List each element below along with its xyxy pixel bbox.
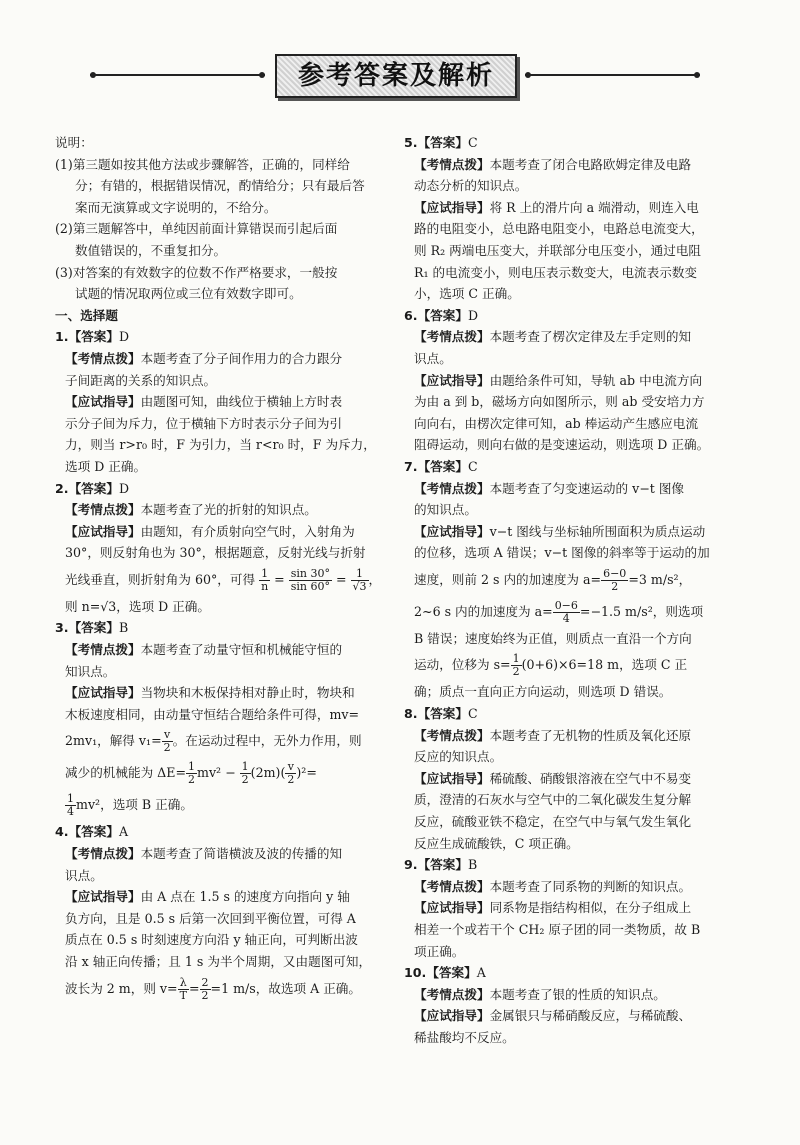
text-line: 示分子间为斥力，位于横轴下方时表示分子间为引 [65,415,343,431]
explain-label: 说明： [55,135,93,150]
answer-line: 4.【答案】A [55,824,129,840]
key-point-line: 【考情点拨】本题考查了楞次定律及左手定则的知 [414,329,692,345]
note-line: (1)第三题如按其他方法或步骤解答，正确的，同样给 [55,156,350,172]
text-line: 反应的知识点。 [414,749,503,765]
text-line: 负方向，且是 0.5 s 后第一次回到平衡位置，可得 A [65,910,356,926]
formula-line: 2~6 s 内的加速度为 a= $\frac{0-6}{4}$ =−1.5 m/s²，则选项 [414,598,704,625]
fraction: $\frac{\lambda}{T}$ [179,975,187,1002]
guide-line: 【应试指导】稀硫酸、硝酸银溶液在空气中不易变 [414,770,692,786]
answer-line: 1.【答案】D [55,329,130,345]
text-line: 的位移，选项 A 错误；v−t 图像的斜率等于运动的加 [414,545,710,561]
key-point-line: 【考情点拨】本题考查了匀变速运动的 v−t 图像 [414,480,685,496]
key-point-line: 【考情点拨】本题考查了银的性质的知识点。 [414,986,666,1002]
text-line: 木板速度相同，由动量守恒结合题给条件可得，mv= [65,706,360,722]
text-line: 动态分析的知识点。 [414,178,528,194]
answer-line: 10.【答案】A [404,965,486,981]
text-line: 则 n=√3，选项 D 正确。 [65,598,210,614]
text-line: 为由 a 到 b，磁场方向如图所示，则 ab 受安培力方 [414,394,705,410]
text-line: R₁ 的电流变小，则电压表示数变大，电流表示数变 [414,264,698,280]
key-point-line: 【考情点拨】本题考查了同系物的判断的知识点。 [414,878,692,894]
guide-line: 【应试指导】将 R 上的滑片向 a 端滑动，则连入电 [414,199,699,215]
guide-line: 【应试指导】由题给条件可知，导轨 ab 中电流方向 [414,372,703,388]
guide-line: 【应试指导】由题知，有介质射向空气时，入射角为 [65,523,355,539]
key-point-line: 【考情点拨】本题考查了简谐横波及波的传播的知 [65,846,343,862]
fraction: $\frac{2}{2}$ [201,975,209,1002]
title-box [275,54,517,98]
key-point-line: 【考情点拨】本题考查了无机物的性质及氧化还原 [414,727,692,743]
text-line: 向向右，由楞次定律可知，ab 棒运动产生感应电流 [414,415,699,431]
text-line: 确；质点一直向正方向运动，则选项 D 错误。 [414,684,672,700]
text-line: 识点。 [65,867,103,883]
text-line: 稀盐酸均不反应。 [414,1029,515,1045]
answer-line: 9.【答案】B [404,857,478,873]
fraction: $\frac{\sin 30^\circ}{\sin 60^\circ}$ [290,566,330,593]
page-header [90,52,700,100]
formula-line: 运动，位移为 s= $\frac{1}{2}$ (0+6)×6=18 m，选项 C 正 [414,652,688,679]
text-line: 小，选项 C 正确。 [414,286,520,302]
answer-line: 2.【答案】D [55,480,130,496]
formula-line: $\frac{1}{4}$ mv²，选项 B 正确。 [67,792,193,819]
note-line: 分；有错的，根据错误情况，酌情给分；只有最后答 [75,178,365,194]
page-title: 参考答案及解析 [297,61,494,91]
fraction: $\frac{1}{2}$ [512,652,520,679]
note-line: (3)对答案的有效数字的位数不作严格要求，一般按 [55,264,338,280]
answer-line: 3.【答案】B [55,620,129,636]
guide-line: 【应试指导】v−t 图线与坐标轴所围面积为质点运动 [414,523,706,539]
note-line: 试题的情况取两位或三位有效数字即可。 [75,286,302,302]
text-line: 沿 x 轴正向传播；且 1 s 为半个周期，又由题图可知， [65,954,372,969]
header-rule-left [90,74,265,76]
guide-line: 【应试指导】当物块和木板保持相对静止时，物块和 [65,685,355,701]
text-line: 质点在 0.5 s 时刻速度方向沿 y 轴正向，可判断出波 [65,932,358,948]
text-line: 力，则当 r>r₀ 时，F 为引力，当 r<r₀ 时，F 为斥力， [65,437,376,453]
text-line: 知识点。 [65,663,116,679]
text-line: B 错误；速度始终为正值，则质点一直沿一个方向 [414,630,692,646]
text-line: 子间距离的关系的知识点。 [65,372,217,388]
guide-line: 【应试指导】由 A 点在 1.5 s 的速度方向指向 y 轴 [65,889,350,905]
text-line: 阻碍运动，则向右做的是变速运动，则选项 D 正确。 [414,437,710,453]
text-line: 则 R₂ 两端电压变大，并联部分电压变小，通过电阻 [414,242,702,258]
guide-line: 【应试指导】由题图可知，曲线位于横轴上方时表 [65,394,343,410]
formula-line: 速度，则前 2 s 内的加速度为 a= $\frac{6-0}{2}$ =3 m/s²， [414,566,692,593]
right-column [404,132,746,1049]
key-point-line: 【考情点拨】本题考查了光的折射的知识点。 [65,502,317,518]
formula-line: 减少的机械能为 ΔE= $\frac{1}{2}$ mv² − $\frac{1}{2}$ (2m)( $\frac{v}{2}$ )²= [65,760,317,787]
note-line: 案而无演算或文字说明的，不给分。 [75,199,277,215]
text-line: 反应生成硫酸铁，C 项正确。 [414,835,579,851]
fraction: $\frac{1}{n}$ [261,566,269,593]
fraction: $\frac{1}{2}$ [241,760,249,787]
left-column [55,132,393,1005]
text-line: 反应，硫酸亚铁不稳定，在空气中与氧气发生氧化 [414,814,692,830]
formula-line: 2mv₁，解得 v₁= $\frac{v}{2}$ 。在运动过程中，无外力作用，则 [65,728,362,755]
answer-line: 8.【答案】C [404,706,478,722]
answer-line: 6.【答案】D [404,307,479,323]
key-point-line: 【考情点拨】本题考查了分子间作用力的合力跟分 [65,350,343,366]
text-line: 识点。 [414,350,452,366]
text-line: 质，澄清的石灰水与空气中的二氧化碳发生复分解 [414,792,692,808]
fraction: $\frac{v}{2}$ [287,760,295,787]
text-line: 项正确。 [414,943,465,959]
text-line: 30°，则反射角也为 30°，根据题意，反射光线与折射 [65,545,366,561]
guide-line: 【应试指导】同系物是指结构相似，在分子组成上 [414,900,692,916]
formula-line: 波长为 2 m，则 v= $\frac{\lambda}{T}$ = $\frac{2}{2}$ =1 m/s，故选项 A 正确。 [65,975,361,1002]
key-point-line: 【考情点拨】本题考查了动量守恒和机械能守恒的 [65,642,343,658]
header-rule-right [525,74,700,76]
text-line: 选项 D 正确。 [65,458,147,474]
formula-line: 光线垂直，则折射角为 60°，可得 $\frac{1}{n}$ = $\frac{\sin 30^\circ}{\sin 60^\circ}$ = $\frac{1}{√3}$ ， [65,566,382,593]
note-line: 数值错误的，不重复扣分。 [75,242,227,258]
fraction: $\frac{1}{√3}$ [352,566,367,593]
fraction: $\frac{6-0}{2}$ [603,566,627,593]
fraction: $\frac{1}{4}$ [67,792,74,819]
fraction: $\frac{v}{2}$ [163,728,171,755]
fraction: $\frac{0-6}{4}$ [554,598,578,625]
guide-line: 【应试指导】金属银只与稀硝酸反应，与稀硫酸、 [414,1008,692,1024]
text-line: 相差一个或若干个 CH₂ 原子团的同一类物质，故 B [414,922,701,937]
note-line: (2)第三题解答中，单纯因前面计算错误而引起后面 [55,221,338,237]
answer-line: 7.【答案】C [404,458,478,474]
fraction: $\frac{1}{2}$ [188,760,195,787]
text-line: 的知识点。 [414,502,477,518]
answer-line: 5.【答案】C [404,135,478,150]
key-point-line: 【考情点拨】本题考查了闭合电路欧姆定律及电路 [414,156,692,172]
section-heading: 一、选择题 [55,307,118,323]
text-line: 路的电阻变小，总电路电阻变小，电路总电流变大， [414,221,704,237]
